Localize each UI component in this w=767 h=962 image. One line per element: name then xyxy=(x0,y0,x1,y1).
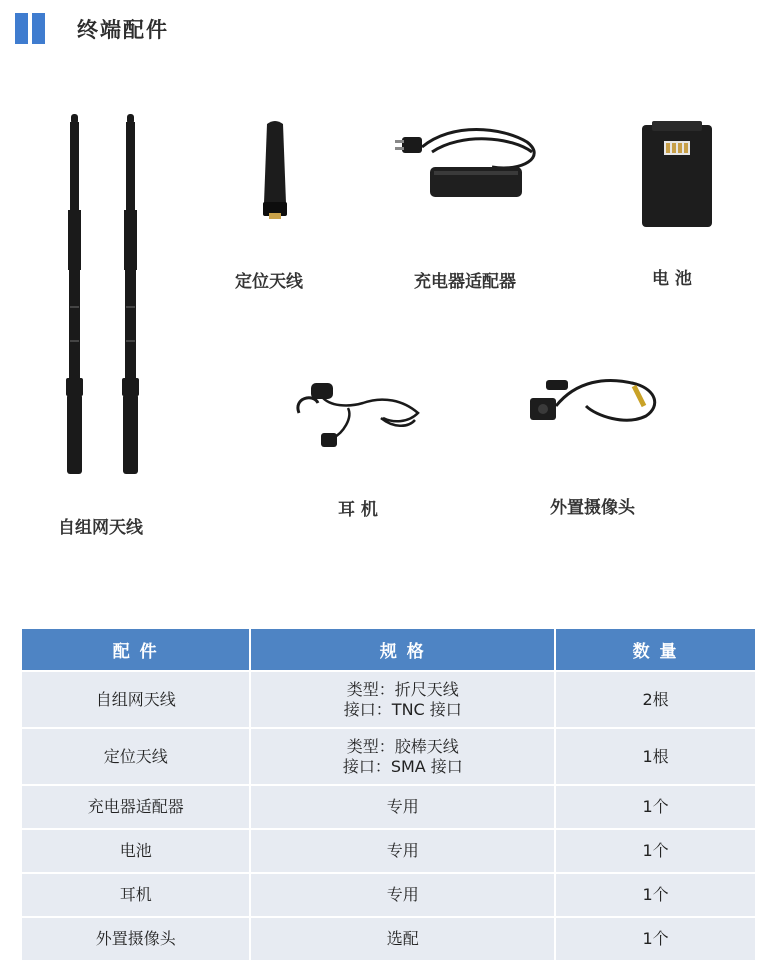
cell-item: 自组网天线 xyxy=(22,672,251,727)
cell-qty: 1个 xyxy=(556,874,755,916)
accessories-table xyxy=(22,627,755,962)
table-row xyxy=(22,786,755,828)
cell-item: 电池 xyxy=(22,830,251,872)
battery-image xyxy=(640,121,715,231)
cell-spec: 专用 xyxy=(251,874,556,916)
cell-qty: 1个 xyxy=(556,830,755,872)
camera-caption: 外置摄像头 xyxy=(550,498,635,518)
table-row xyxy=(22,672,755,727)
cell-qty: 2根 xyxy=(556,672,755,727)
table-row xyxy=(22,729,755,784)
cell-qty: 1个 xyxy=(556,918,755,960)
cell-spec: 专用 xyxy=(251,830,556,872)
table-row xyxy=(22,918,755,960)
spec-line: 类型：胶棒天线 xyxy=(346,736,459,756)
section-title: 终端配件 xyxy=(77,18,169,42)
header-accent-bar xyxy=(15,13,28,44)
mesh-antenna-caption: 自组网天线 xyxy=(58,518,143,538)
spec-line: 接口：SMA 接口 xyxy=(342,756,463,776)
cell-spec xyxy=(251,672,556,727)
cell-item: 耳机 xyxy=(22,874,251,916)
cell-qty: 1个 xyxy=(556,786,755,828)
mesh-antenna-image xyxy=(58,110,148,480)
header-accent-bar xyxy=(32,13,45,44)
header-spec: 规 格 xyxy=(251,629,556,670)
table-row xyxy=(22,874,755,916)
camera-image xyxy=(526,376,666,431)
earphone-caption: 耳 机 xyxy=(338,500,378,520)
cell-item: 定位天线 xyxy=(22,729,251,784)
cell-spec xyxy=(251,729,556,784)
header-item: 配 件 xyxy=(22,629,251,670)
cell-spec: 专用 xyxy=(251,786,556,828)
table-header-row xyxy=(22,629,755,670)
header-qty: 数 量 xyxy=(556,629,755,670)
battery-caption: 电 池 xyxy=(652,269,692,289)
cell-qty: 1根 xyxy=(556,729,755,784)
table-row xyxy=(22,830,755,872)
spec-line: 类型：折尺天线 xyxy=(346,679,459,699)
spec-line: 接口：TNC 接口 xyxy=(343,699,462,719)
cell-item: 充电器适配器 xyxy=(22,786,251,828)
cell-spec: 选配 xyxy=(251,918,556,960)
earphone-image xyxy=(293,378,423,453)
charger-caption: 充电器适配器 xyxy=(414,272,516,292)
gps-antenna-caption: 定位天线 xyxy=(235,272,303,292)
charger-image xyxy=(392,122,552,207)
cell-item: 外置摄像头 xyxy=(22,918,251,960)
gps-antenna-image xyxy=(255,118,295,223)
